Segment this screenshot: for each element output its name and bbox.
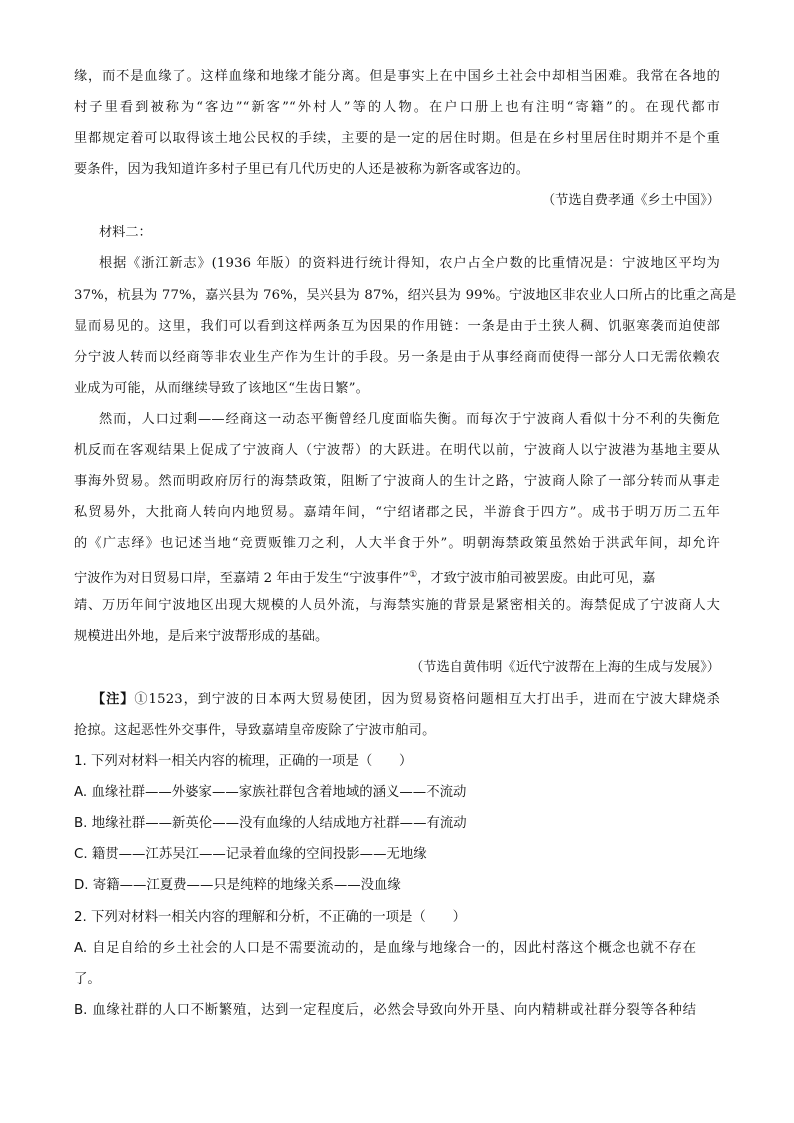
paragraph-line: 私贸易外，大批商人转向内地贸易。嘉靖年间，“宁绍诸郡之民，半游食于四方”。成书于明万历二五年 bbox=[74, 505, 720, 520]
source-citation: （节选自黄伟明《近代宁波帮在上海的生成与发展》） bbox=[410, 660, 720, 675]
paragraph-line: 规模进出外地，是后来宁波帮形成的基础。 bbox=[74, 629, 329, 644]
question-option[interactable]: B. 地缘社群——新英伦——没有血缘的人结成地方社群——有流动 bbox=[74, 816, 467, 831]
question-option[interactable]: B. 血缘社群的人口不断繁殖，达到一定程度后，必然会导致向外开垦、向内精耕或社群分裂等各种结 bbox=[74, 1003, 696, 1018]
paragraph-line: 业成为可能，从而继续导致了该地区“生齿日繁”。 bbox=[74, 381, 370, 396]
paragraph-line: 事海外贸易。然而明政府厉行的海禁政策，阻断了宁波商人的生计之路，宁波商人除了一部分转而从事走 bbox=[74, 474, 720, 489]
question-option[interactable]: C. 籍贯——江苏吴江——记录着血缘的空间投影——无地缘 bbox=[74, 847, 427, 862]
paragraph-line: 靖、万历年间宁波地区出现大规模的人员外流，与海禁实施的背景是紧密相关的。海禁促成了宁波商人大 bbox=[74, 598, 720, 613]
paragraph-line-text: ，才致宁波市舶司被罢废。由此可见，嘉 bbox=[417, 571, 656, 586]
note-label: 【注】 bbox=[92, 692, 135, 707]
paragraph-line-with-footnote bbox=[74, 566, 720, 588]
note-text: ①1523，到宁波的日本两大贸易使团，因为贸易资格问题相互大打出手，进而在宁波大肆烧杀 bbox=[134, 692, 720, 707]
paragraph-line: 根据《浙江新志》(1936 年版）的资料进行统计得知，农户占全户数的比重情况是：宁波地区平均为 bbox=[99, 256, 720, 271]
paragraph-line: 然而，人口过剩——经商这一动态平衡曾经几度面临失衡。而每次于宁波商人看似十分不利的失衡危 bbox=[99, 412, 720, 427]
passage-line: 里都规定着可以取得该土地公民权的手续，主要的是一定的居住时期。但是在乡村里居住时期并不是个重 bbox=[74, 131, 720, 146]
note-line bbox=[92, 691, 720, 709]
note-line: 抢掠。这起恶性外交事件，导致嘉靖皇帝废除了宁波市舶司。 bbox=[74, 723, 436, 738]
question-option[interactable]: D. 寄籍——江夏费——只是纯粹的地缘关系——没血缘 bbox=[74, 878, 401, 893]
paragraph-line: 37%，杭县为 77%，嘉兴县为 76%，吴兴县为 87%，绍兴县为 99%。宁波地区非农业人口所占的比重之高是 bbox=[74, 288, 737, 303]
passage-line: 要条件，因为我知道许多村子里已有几代历史的人还是被称为新客或客边的。 bbox=[74, 162, 530, 177]
paragraph-line: 分宁波人转而以经商等非农业生产作为生计的手段。另一条是由于从事经商而使得一部分人口无需依赖农 bbox=[74, 350, 720, 365]
paragraph-line: 的《广志绎》也记述当地“竞贾贩锥刀之利，人大半食于外”。明朝海禁政策虽然始于洪武年间，却允许 bbox=[74, 536, 720, 551]
question-option[interactable]: A. 血缘社群——外婆家——家族社群包含着地域的涵义——不流动 bbox=[74, 785, 467, 800]
passage-line: 缘，而不是血缘了。这样血缘和地缘才能分离。但是事实上在中国乡土社会中却相当困难。我常在各地的 bbox=[74, 69, 720, 84]
paragraph-line-text: 宁波作为对日贸易口岸，至嘉靖 2 年由于发生“宁波事件” bbox=[74, 571, 409, 586]
question-stem: 2. 下列对材料一相关内容的理解和分析，不正确的一项是（ ） bbox=[74, 910, 466, 925]
material-heading: 材料二： bbox=[99, 225, 152, 240]
passage-line: 村子里看到被称为“客边”“新客”“外村人”等的人物。在户口册上也有注明“寄籍”的。在现代都市 bbox=[74, 100, 720, 115]
question-option-continuation: 了。 bbox=[74, 972, 101, 987]
source-citation: （节选自费孝通《乡土中国》） bbox=[541, 193, 720, 208]
question-stem: 1. 下列对材料一相关内容的梳理，正确的一项是（ ） bbox=[74, 754, 413, 769]
footnote-marker: ① bbox=[408, 570, 418, 580]
paragraph-line: 机反而在客观结果上促成了宁波商人（宁波帮）的大跃进。在明代以前，宁波商人以宁波港为基地主要从 bbox=[74, 443, 720, 458]
paragraph-line: 显而易见的。这里，我们可以看到这样两条互为因果的作用链：一条是由于土狭人稠、饥驱寒袭而迫使部 bbox=[74, 319, 720, 334]
question-option[interactable]: A. 自足自给的乡土社会的人口是不需要流动的，是血缘与地缘合一的，因此村落这个概念也就不存在 bbox=[74, 941, 696, 956]
